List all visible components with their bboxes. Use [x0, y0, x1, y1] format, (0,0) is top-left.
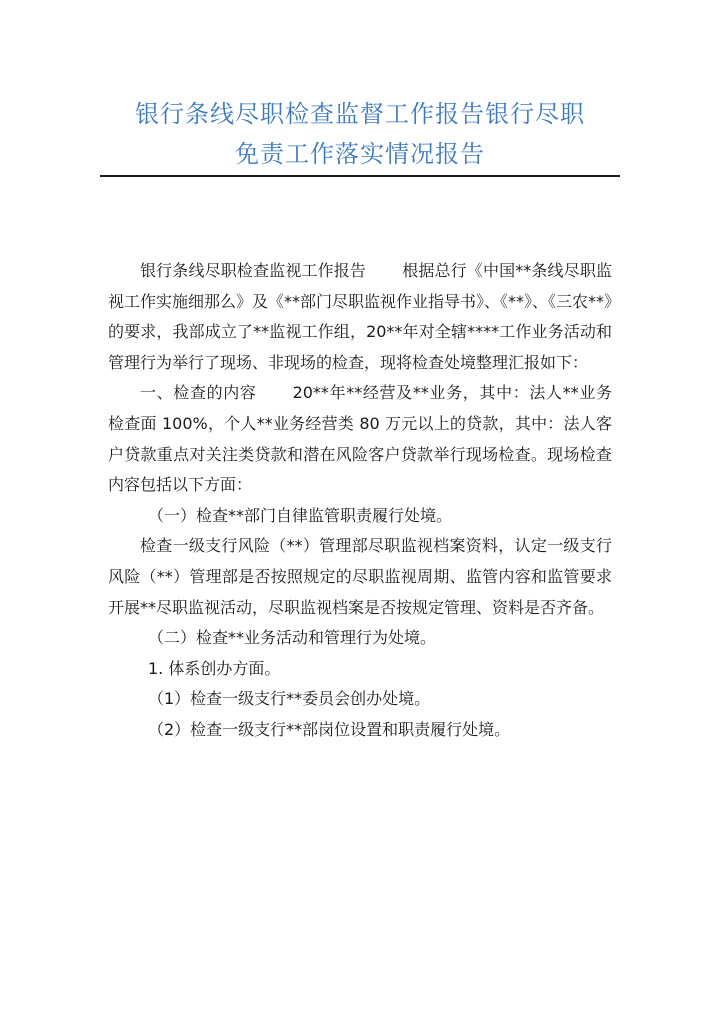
subsection-heading-2: （二）检查**业务活动和管理行为处境。 — [148, 628, 437, 648]
list-item-1-2: （2）检查一级支行**部岗位设置和职责履行处境。 — [148, 719, 511, 739]
title-line-2: 免责工作落实情况报告 — [235, 140, 485, 168]
report-subtitle: 银行条线尽职检查监视工作报告 — [140, 261, 367, 280]
list-item-1-1: （1）检查一级支行**委员会创办处境。 — [148, 689, 431, 709]
document-body — [108, 256, 612, 746]
paragraph-subsection-1: 检查一级支行风险（**）管理部尽职监视档案资料，认定一级支行风险（**）管理部是否按照规定的尽职监视周期、监管内容和监管要求开展**尽职监视活动，尽职监视档案是否按规定管理、资料是否齐备。 — [108, 536, 612, 617]
paragraph-section-1 — [108, 378, 612, 500]
title-divider — [100, 175, 620, 177]
list-item-1: 1. 体系创办方面。 — [148, 658, 281, 678]
title-line-1: 银行条线尽职检查监督工作报告银行尽职 — [135, 100, 585, 128]
document-title — [100, 94, 620, 174]
intro-text: 根据总行《中国**条线尽职监视工作实施细那么》及《**部门尽职监视作业指导书》、《**》、《三农**》的要求，我部成立了**监视工作组，20**年对全辖****工作业务活动和管理行为举行了现场、非现场的检查，现将检查处境整理汇报如下： — [108, 261, 613, 372]
subsection-heading-1: （一）检查**部门自律监管职责履行处境。 — [148, 505, 453, 525]
paragraph-intro — [108, 256, 612, 378]
section-1-text: 20**年**经营及**业务，其中：法人**业务检查面 100%，个人**业务经营类 80 万元以上的贷款，其中：法人客户贷款重点对关注类贷款和潜在风险客户贷款举行现场检查。现场检查内容包括以下方面： — [108, 383, 612, 495]
section-heading-1: 一、检查的内容 — [140, 383, 257, 403]
